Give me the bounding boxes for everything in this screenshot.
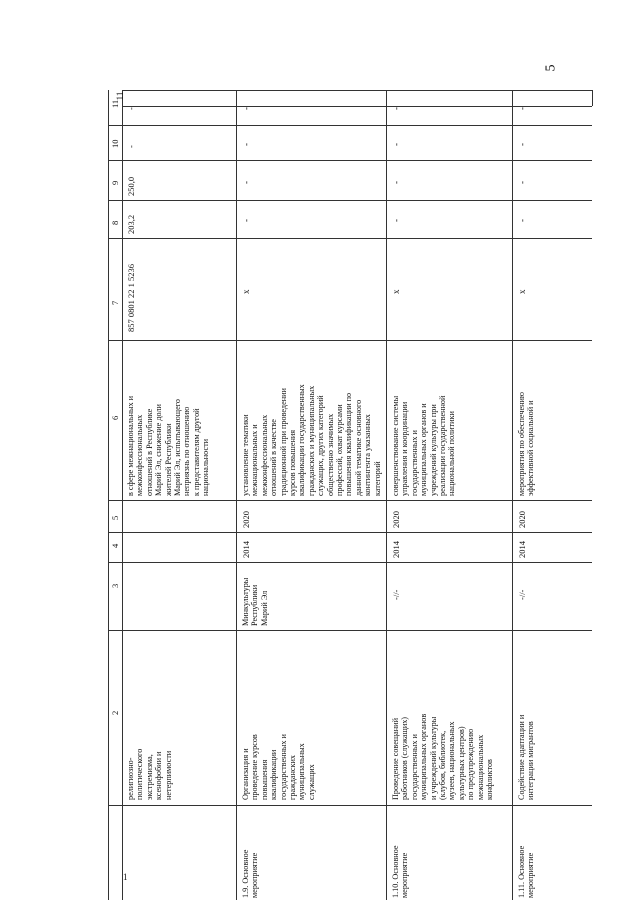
row-1-10-col8: - [391, 219, 401, 222]
col-separator [108, 500, 592, 501]
col-header-4: 4 [110, 543, 120, 548]
page-number: 5 [543, 64, 559, 72]
row-1-11-col5: 2020 [517, 511, 527, 528]
row-1-9-col6: установление тематики межнациональных и межконфессиональных отношений в качестве традиционной при проведении курсов повышения квалификации государственных гражданских и муниципальных служащих, других категорий общественно значимых профессий, охват курсами повышения квалификации по данной тематике основного контингента указанных категорий [241, 384, 382, 496]
row-1-9-col4: 2014 [241, 541, 251, 558]
cont-row-col11: - [126, 107, 136, 110]
col-header-1: 1 [123, 872, 128, 882]
col-separator [108, 125, 592, 126]
row-1-11-col9: - [517, 181, 527, 184]
row-1-10-col7: х [391, 289, 401, 294]
col-separator [108, 562, 592, 563]
row-1-11-col7: х [517, 289, 527, 294]
cont-row-col7: 857 0801 22 1 5236 [126, 264, 136, 332]
row-1-10-col5: 2020 [391, 511, 401, 528]
col-separator [108, 532, 592, 533]
cont-row-col8: 203,2 [126, 214, 136, 234]
cont-row-col9: 250,0 [126, 176, 136, 196]
row-1-11-col3: -//- [517, 589, 527, 600]
row-1-10-col2: Проведение совещаний работников (служащих) государственных и муниципальных органов и учреждений культуры (клубов, библиотек, музеев, национальных культурных центров) по предупреждению межнациональных конфликтов [391, 713, 495, 800]
table-row-divider [236, 90, 237, 900]
row-1-10-col6: совершенствование системы управления и координации государственных и муниципальных органов и учреждений культуры при реализации государственной национальной политики [391, 395, 457, 496]
col-separator [108, 200, 592, 201]
row-1-11-col1: 1.11. Основное мероприятие [517, 845, 536, 898]
cont-row-col6: в сфере межнациональных и межконфессиональных отношений в Республике Марий Эл, снижение доли жителей Республики Марий Эл, испытывающего неприязнь по отношению к представителям другой национальности [126, 395, 211, 496]
table-border-left [122, 90, 123, 900]
row-1-9-col2: Организация и проведение курсов повышения квалификации государственных и гражданских муниципальных служащих [241, 734, 316, 800]
row-1-9-col5: 2020 [241, 511, 251, 528]
row-1-9-col8: - [241, 219, 251, 222]
col-separator [108, 160, 592, 161]
col-header-10: 10 [110, 139, 120, 148]
col-header-8: 8 [110, 220, 120, 225]
col-header-5: 5 [110, 515, 120, 520]
col-header-6: 6 [110, 415, 120, 420]
row-1-11-col6: мероприятия по обеспечению эффективной социальной и [517, 392, 536, 496]
col-header-7: 7 [110, 300, 120, 305]
col-header-11-num: 11 [110, 99, 120, 108]
row-1-10-col4: 2014 [391, 541, 401, 558]
col-header-2: 2 [110, 710, 120, 715]
row-1-11-col2: Содействие адаптации и интеграции мигрантов [517, 714, 536, 800]
col-header-11: 11 [115, 91, 125, 101]
row-1-10-col10: - [391, 143, 401, 146]
cont-row-col2: религиозно- политического экстремизма, ксенофобии и нетерпимости [126, 748, 173, 800]
table-row-divider [512, 90, 513, 900]
col-separator [108, 340, 592, 341]
col-separator [108, 805, 592, 806]
row-1-9-col10: - [241, 143, 251, 146]
row-1-10-col1: 1.10. Основное мероприятие [391, 845, 410, 898]
col-separator [108, 238, 592, 239]
col-separator [108, 630, 592, 631]
table-border-top [122, 90, 592, 91]
row-1-10-col3: -//- [391, 589, 401, 600]
row-1-9-col3: Минкультуры Республики Марий Эл [241, 577, 269, 626]
col-header-9: 9 [110, 180, 120, 185]
table-row-divider [386, 90, 387, 900]
row-1-11-col8: - [517, 219, 527, 222]
row-1-11-col10: - [517, 143, 527, 146]
row-1-11-col11: - [517, 107, 527, 110]
row-1-10-col11: - [391, 107, 401, 110]
row-1-11-col4: 2014 [517, 541, 527, 558]
row-1-10-col9: - [391, 181, 401, 184]
table-border-left-edge [108, 90, 109, 900]
row-1-9-col9: - [241, 181, 251, 184]
cont-row-col10: - [126, 145, 136, 148]
table-border-right [592, 90, 593, 106]
row-1-9-col7: х [241, 289, 251, 294]
row-1-9-col11: - [241, 107, 251, 110]
col-header-3: 3 [110, 583, 120, 588]
row-1-9-col1: 1.9. Основное мероприятие [241, 849, 260, 898]
